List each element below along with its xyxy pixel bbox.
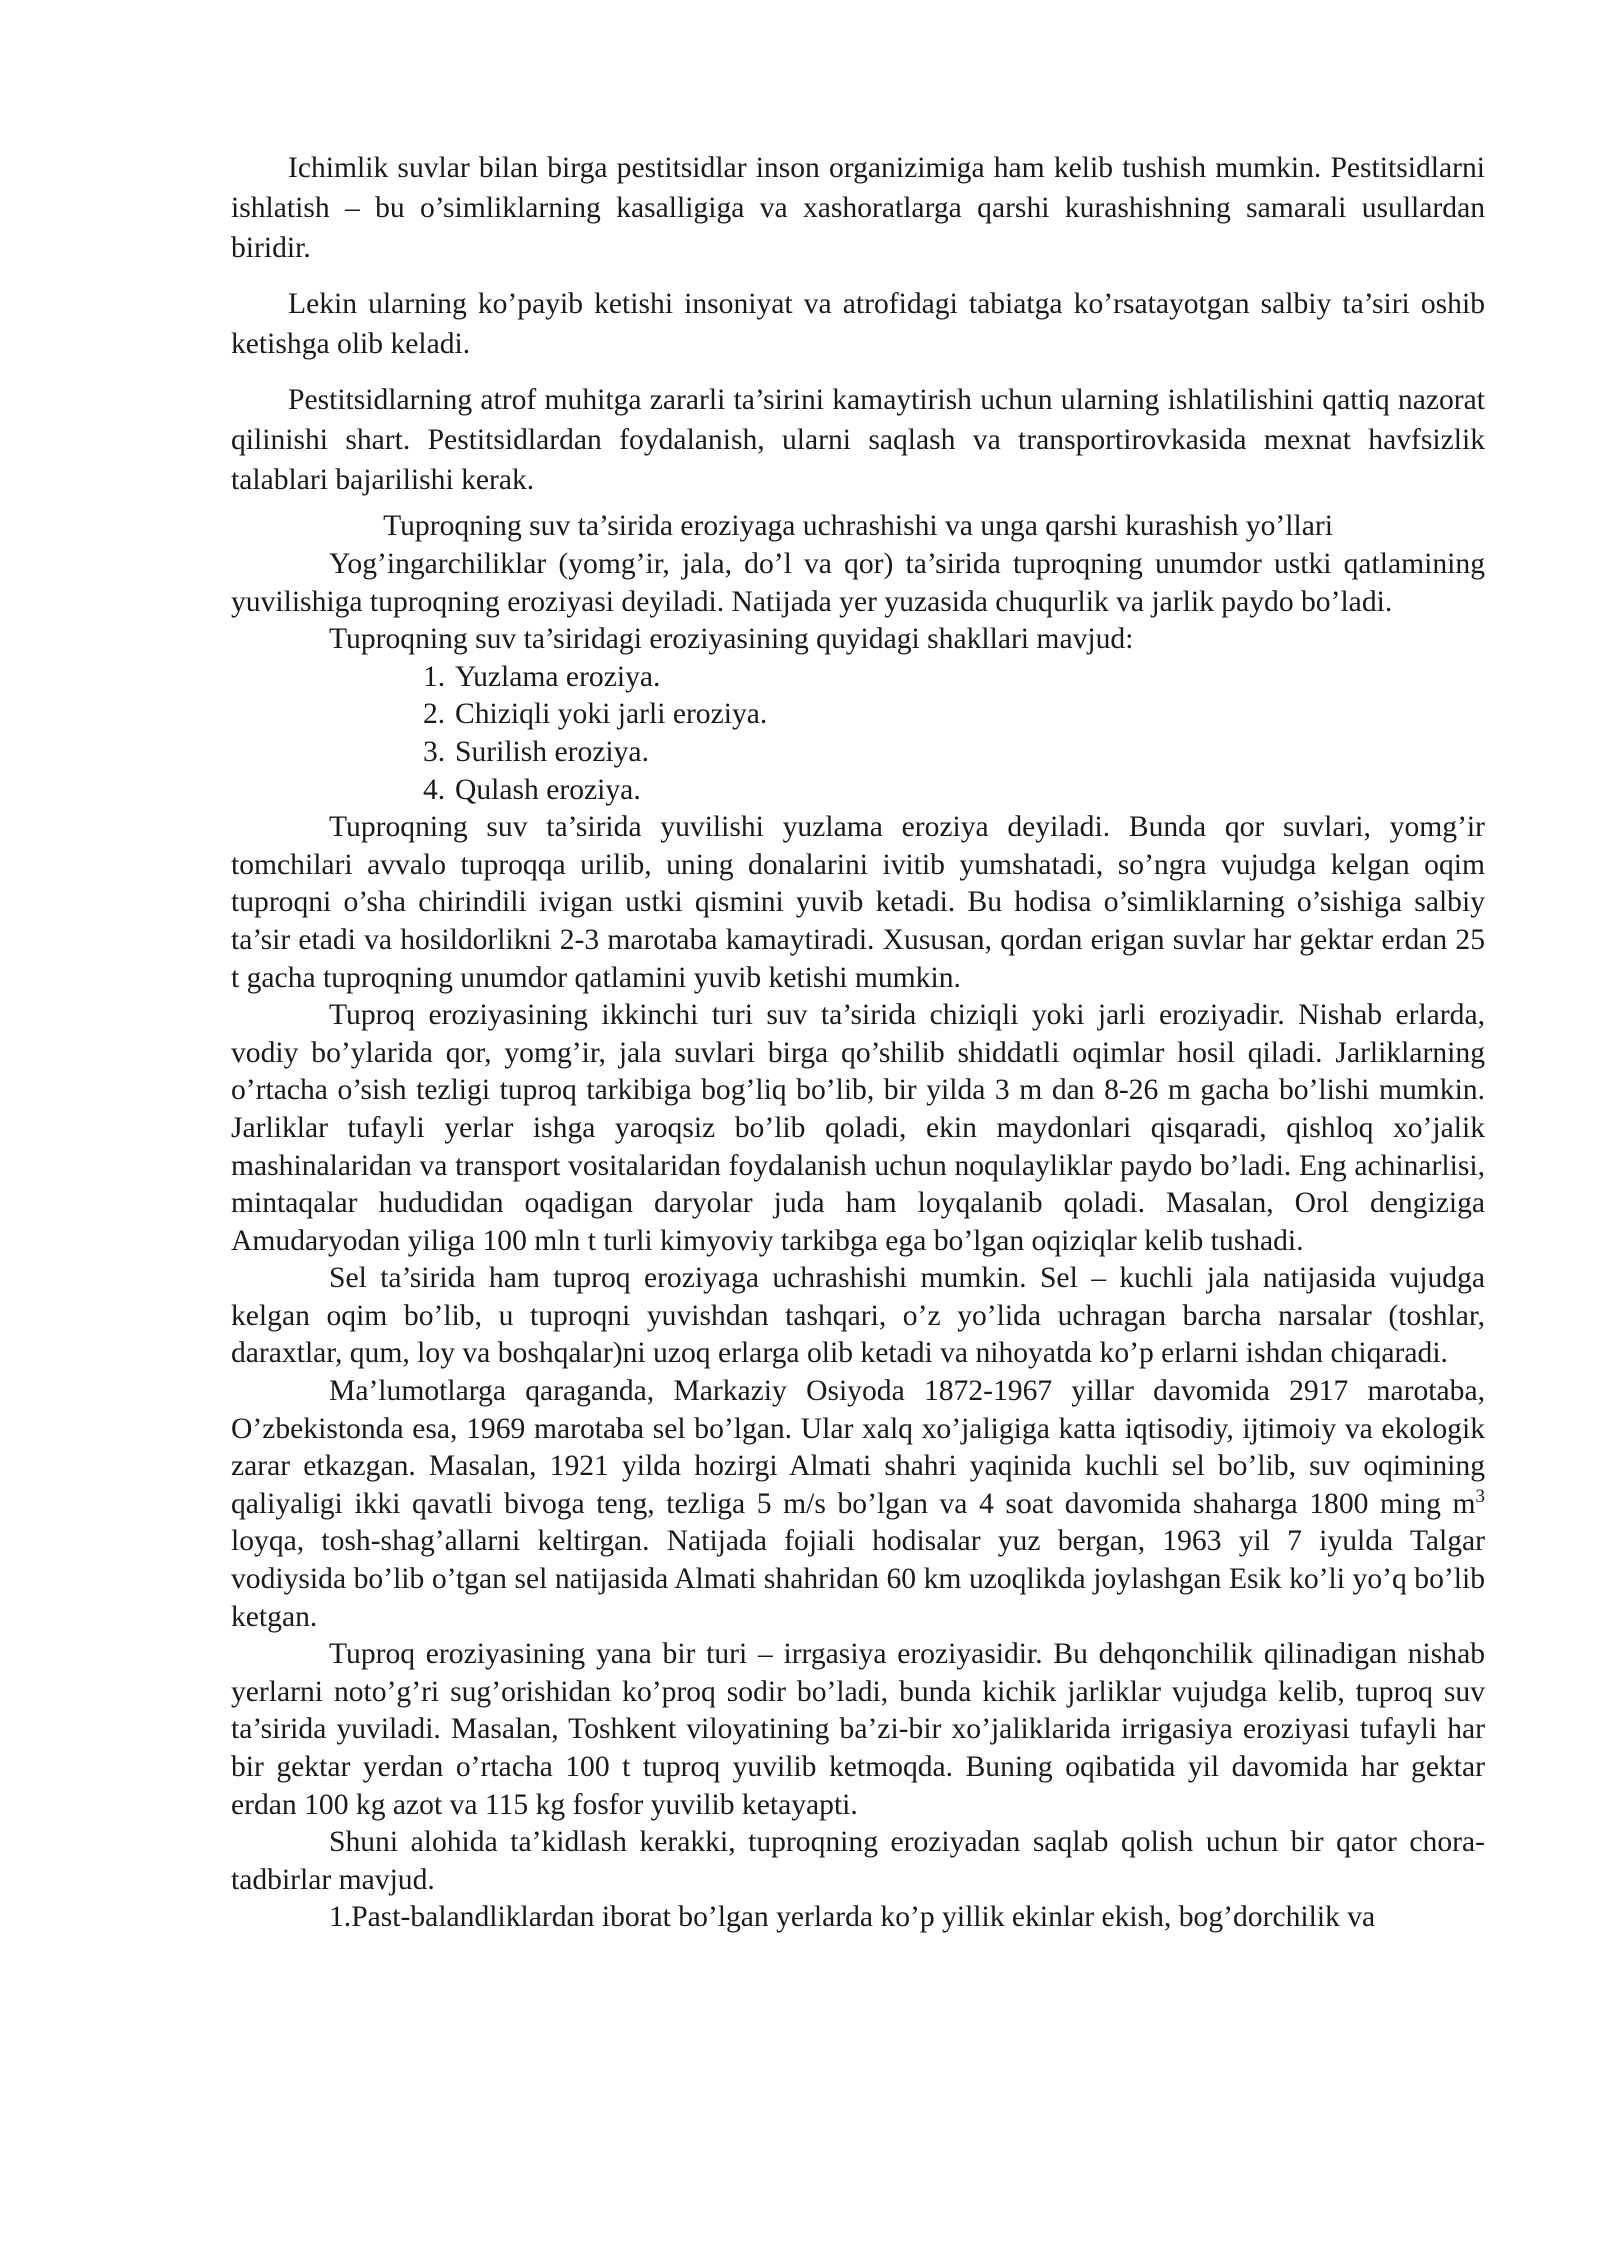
list-item: 4. Qulash eroziya.: [423, 773, 641, 806]
paragraph-erosion-forms-intro: Tuproqning suv ta’siridagi eroziyasining quyidagi shakllari mavjud:: [329, 623, 1134, 656]
paragraph-surface-erosion: Tuproqning suv ta’sirida yuvilishi yuzlama eroziya deyiladi. Bunda qor suvlari, yomg’ir tomchilari avvalo tuproqqa urilib, uning donalarini ivitib yumshatadi, so’ngra vujudga kelgan oqim tuproqni o’sha chirindili ivigan ustki qismini yuvib ketadi. Bu hodisa o’simliklarning o’sishiga salbiy ta’sir etadi va hosildorlikni 2-3 marotaba kamaytiradi. Xususan, qordan erigan suvlar har gektar erdan 25 t gacha tuproqning unumdor qatlamini yuvib ketishi mumkin.: [231, 811, 1485, 994]
paragraph-mudflow-statistics: Ma’lumotlarga qaraganda, Markaziy Osiyoda 1872-1967 yillar davomida 2917 marotaba, O’zbekistonda esa, 1969 marotaba sel bo’lgan. Ular xalq xo’jaligiga katta iqtisodiy, ijtimoiy va ekologik zarar etkazgan. Masalan, 1921 yilda hozirgi Almati shahri yaqinida kuchli sel bo’lib, suv oqimining qaliyaligi ikki qavatli bivoga teng, tezliga 5 m/s bo’lgan va 4 soat davomida shaharga 1800 ming $m^3$ loyqa, tosh-shag’allarni keltirgan. Natijada fojiali hodisalar yuz bergan, 1963 yil 7 iyulda Talgar vodiysida bo’lib o’tgan sel natijasida Almati shahridan 60 km uzoqlikda joylashgan Esik ko’li yo’q bo’lib ketgan.: [231, 1375, 1485, 1633]
paragraph-measures-intro: Shuni alohida ta’kidlash kerakki, tuproqning eroziyadan saqlab qolish uchun bir qator chora-tadbirlar mavjud.: [231, 1826, 1485, 1896]
list-item: 1. Yuzlama eroziya.: [423, 660, 661, 693]
section-heading: Tuproqning suv ta’sirida eroziyaga uchrashishi va unga qarshi kurashish yo’llari: [383, 510, 1333, 542]
paragraph-pesticides-intro: Ichimlik suvlar bilan birga pestitsidlar inson organizimiga ham kelib tushish mumkin. Pestitsidlarni ishlatish – bu o’simliklarning kasalligiga va xashoratlarga qarshi kurashishning samarali usullardan biridir.: [231, 152, 1485, 264]
paragraph-irrigation-erosion: Tuproq eroziyasining yana bir turi – irrgasiya eroziyasidir. Bu dehqonchilik qilinadigan nishab yerlarni noto’g’ri sug’orishidan ko’proq sodir bo’ladi, bunda kichik jarliklar vujudga kelib, tuproq suv ta’sirida yuviladi. Masalan, Toshkent viloyatining ba’zi-bir xo’jaliklarida irrigasiya eroziyasi tufayli har bir gektar yerdan o’rtacha 100 t tuproq yuvilib ketmoqda. Buning oqibatida yil davomida har gektar erdan 100 kg azot va 115 kg fosfor yuvilib ketayapti.: [231, 1638, 1485, 1821]
paragraph-mudflow: Sel ta’sirida ham tuproq eroziyaga uchrashishi mumkin. Sel – kuchli jala natijasida vujudga kelgan oqim bo’lib, u tuproqni yuvishdan tashqari, o’z yo’lida uchragan barcha narsalar (toshlar, daraxtlar, qum, loy va boshqalar)ni uzoq erlarga olib ketadi va nihoyatda ko’p erlarni ishdan chiqaradi.: [231, 1262, 1485, 1370]
list-item: 3. Surilish eroziya.: [423, 735, 649, 768]
document-page: [231, 148, 1485, 1937]
paragraph-erosion-definition: Yog’ingarchiliklar (yomg’ir, jala, do’l va qor) ta’sirida tuproqning unumdor ustki qatlamining yuvilishiga tuproqning eroziyasi deyiladi. Natijada yer yuzasida chuqurlik va jarlik paydo bo’ladi.: [231, 548, 1485, 618]
paragraph-gully-erosion: Tuproq eroziyasining ikkinchi turi suv ta’sirida chiziqli yoki jarli eroziyadir. Nishab erlarda, vodiy bo’ylarida qor, yomg’ir, jala suvlari birga qo’shilib shiddatli oqimlar hosil qiladi. Jarliklarning o’rtacha o’sish tezligi tuproq tarkibiga bog’liq bo’lib, bir yilda 3 m dan 8-26 m gacha bo’lishi mumkin. Jarliklar tufayli yerlar ishga yaroqsiz bo’lib qoladi, ekin maydonlari qisqaradi, qishloq xo’jalik mashinalaridan va transport vositalaridan foydalanish uchun noqulayliklar paydo bo’ladi. Eng achinarlisi, mintaqalar hududidan oqadigan daryolar juda ham loyqalanib qoladi. Masalan, Orol dengiziga Amudaryodan yiliga 100 mln t turli kimyoviy tarkibga ega bo’lgan oqiziqlar kelib tushadi.: [231, 999, 1485, 1257]
erosion-forms-list: [231, 659, 1485, 809]
superscript-exponent: 3: [1475, 1485, 1485, 1507]
paragraph-measure-1: 1.Past-balandliklardan iborat bo’lgan yerlarda ko’p yillik ekinlar ekish, bog’dorchilik va: [329, 1901, 1376, 1934]
paragraph-pesticides-effects: Lekin ularning ko’payib ketishi insoniyat va atrofidagi tabiatga ko’rsatayotgan salbiy ta’siri oshib ketishga olib keladi.: [231, 288, 1485, 360]
paragraph-pesticides-control: Pestitsidlarning atrof muhitga zararli ta’sirini kamaytirish uchun ularning ishlatilishini qattiq nazorat qilinishi shart. Pestitsidlardan foydalanish, ularni saqlash va transportirovkasida mexnat havfsizlik talablari bajarilishi kerak.: [231, 384, 1485, 496]
list-item: 2. Chiziqli yoki jarli eroziya.: [423, 698, 768, 731]
